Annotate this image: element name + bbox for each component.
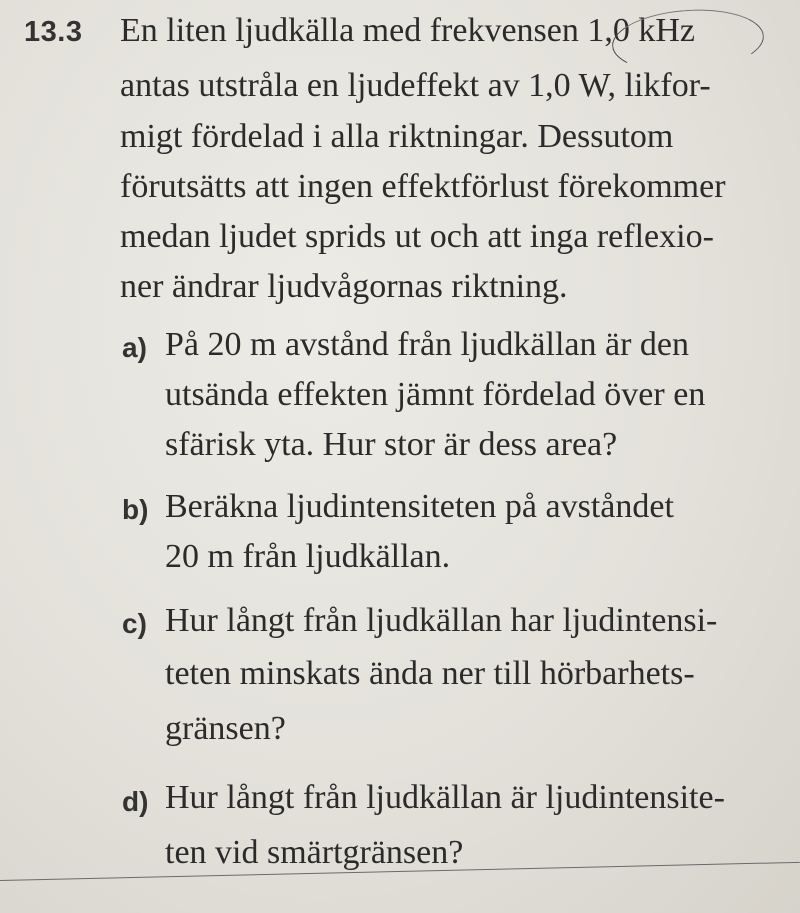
part-c-line: teten minskats ända ner till hörbarhets- <box>165 655 695 692</box>
part-a-line: På 20 m avstånd från ljudkällan är den <box>165 326 690 363</box>
intro-line: förutsätts att ingen effektförlust förekommer <box>120 168 726 205</box>
part-a-line: utsända effekten jämnt fördelad över en <box>165 376 706 413</box>
part-b-label: b) <box>122 494 149 525</box>
intro-line: ner ändrar ljudvågornas riktning. <box>120 268 568 305</box>
part-c-line: gränsen? <box>165 710 286 747</box>
part-a-line: sfärisk yta. Hur stor är dess area? <box>165 426 618 463</box>
part-b-line: Beräkna ljudintensiteten på avståndet <box>165 488 674 525</box>
part-d-line: ten vid smärtgränsen? <box>165 834 464 871</box>
part-a-label: a) <box>122 332 147 363</box>
part-c-line: Hur långt från ljudkällan har ljudintensi- <box>165 602 718 639</box>
part-b-line: 20 m från ljudkällan. <box>165 538 451 575</box>
part-d-line: Hur långt från ljudkällan är ljudintensite- <box>165 779 725 816</box>
problem-number: 13.3 <box>24 16 83 48</box>
part-c-label: c) <box>122 608 147 639</box>
intro-line: migt fördelad i alla riktningar. Dessutom <box>120 118 674 155</box>
intro-line: antas utstråla en ljudeffekt av 1,0 W, likfor- <box>120 67 711 104</box>
intro-line: medan ljudet sprids ut och att inga reflexio- <box>120 218 714 255</box>
intro-line: En liten ljudkälla med frekvensen 1,0 kHz <box>120 12 695 49</box>
part-d-label: d) <box>122 786 149 817</box>
